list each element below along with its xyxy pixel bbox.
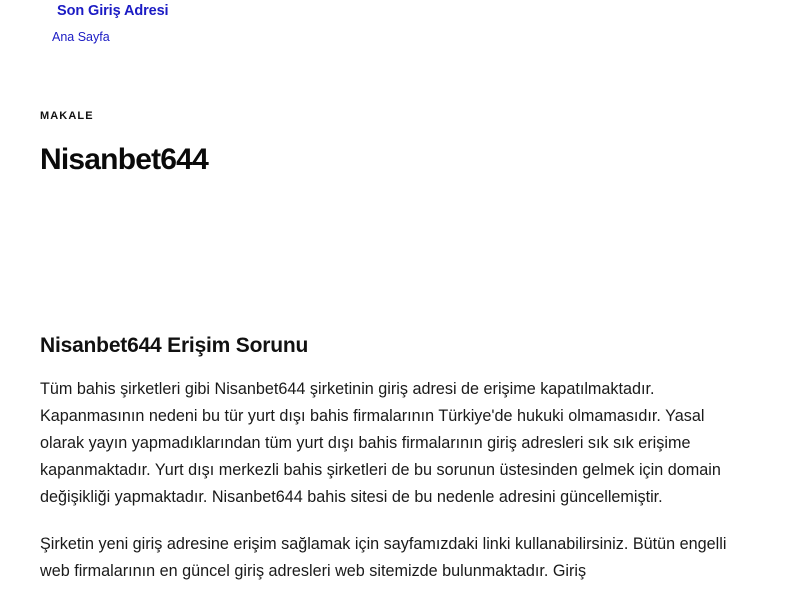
nav-link-home[interactable]: Ana Sayfa xyxy=(52,30,110,44)
category-label: MAKALE xyxy=(40,110,94,122)
article-content xyxy=(40,332,730,600)
paragraph: Tüm bahis şirketleri gibi Nisanbet644 şirketinin giriş adresi de erişime kapatılmaktadır. Kapanmasının nedeni bu tür yurt dışı bahis firmalarının Türkiye'de hukuki olmamasıdır. Yasal olarak yayın yapmadıklarından tüm yurt dışı bahis firmalarının giriş adresleri sık sık erişime kapanmaktadır. Yurt dışı merkezli bahis şirketleri de bu sorunun üstesinden gelmek için domain değişikliği yapmaktadır. Nisanbet644 bahis sitesi de bu nedenle adresini güncellemiştir. xyxy=(40,380,721,506)
paragraph: Şirketin yeni giriş adresine erişim sağlamak için sayfamızdaki linki kullanabilirsiniz. Bütün engelli web firmalarının en güncel giriş adresleri web sitemizde bulunmaktadır. Giriş xyxy=(40,535,727,580)
nav-item-home xyxy=(52,28,110,46)
site-title-link[interactable]: Son Giriş Adresi xyxy=(57,3,169,19)
section-heading: Nisanbet644 Erişim Sorunu xyxy=(40,334,309,357)
primary-nav xyxy=(52,28,110,46)
site-header xyxy=(0,0,800,60)
page-title: Nisanbet644 xyxy=(40,143,208,176)
